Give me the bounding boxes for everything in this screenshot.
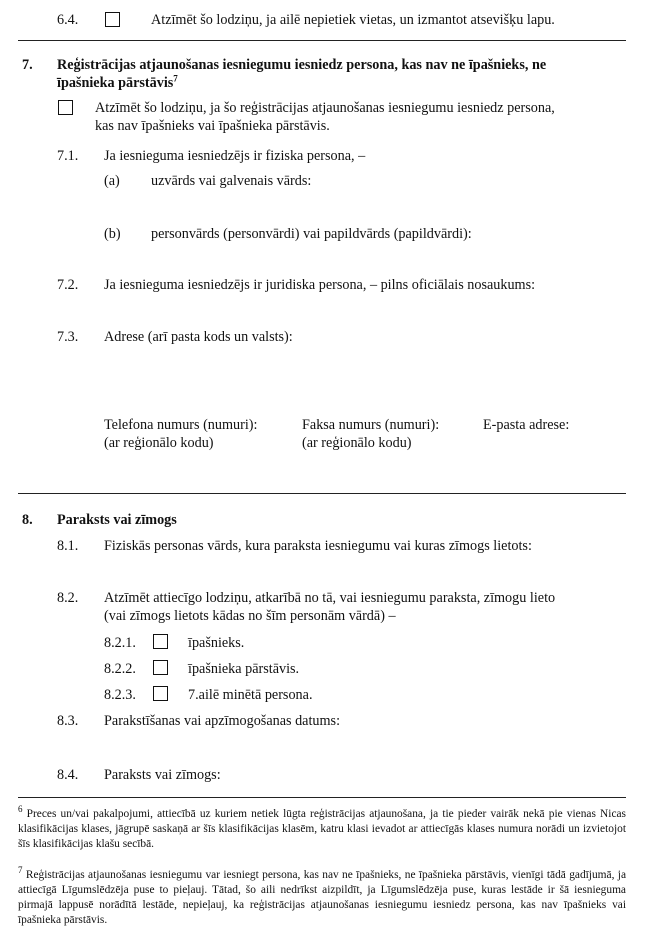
item-8-4-text: Paraksts vai zīmogs: bbox=[104, 767, 221, 783]
item-8-1-text: Fiziskās personas vārds, kura paraksta iesniegumu vai kuras zīmogs lietots: bbox=[104, 538, 532, 554]
item-7-1-text: Ja iesnieguma iesniedzējs ir fiziska persona, – bbox=[104, 148, 366, 164]
section-7-checkbox[interactable] bbox=[58, 100, 73, 115]
footnote-7-text: Reģistrācijas atjaunošanas iesniegumu var iesniegt persona, kas nav ne īpašnieks, ne īpašnieka pārstāvis, vienīgi tādā gadījumā, ja attiecīgā Līgumslēdzēja puse to pieļauj. Tātad, šo aili nedrīkst aizpildīt, ja Līgumslēdzēja puse, kuras lestāde ir šā iesnieguma pirmajā lappusē norādītā lestāde, nepieļauj, ka reģistrācijas atjaunošanas iesniegumu iesniedz persona, kas nav īpašnieks vai īpašnieka pārstāvis. bbox=[18, 869, 626, 926]
phone-label-line1: Telefona numurs (numuri): bbox=[104, 417, 258, 433]
section-8-number: 8. bbox=[22, 512, 33, 528]
option-8-2-1-checkbox[interactable] bbox=[153, 634, 168, 649]
item-7-1-b-label: (b) bbox=[104, 226, 121, 242]
footnote-6-text: Preces un/vai pakalpojumi, attiecībā uz kuriem netiek lūgta reģistrācijas atjaunošana, ja tie pieder vairāk nekā pie vienas Nicas klasifikācijas klases, jāgrupē saskaņā ar šīs klasifikācijas klasēm, katru klasi ievadot ar attiecīgās klases numura norādi un izvietojot šīs klasifikācijas klašu secībā. bbox=[18, 808, 626, 850]
item-7-3-number: 7.3. bbox=[57, 329, 79, 345]
item-8-4-number: 8.4. bbox=[57, 767, 79, 783]
option-8-2-2-number: 8.2.2. bbox=[104, 661, 136, 677]
section-7-checkbox-text-line1: Atzīmēt šo lodziņu, ja šo reģistrācijas atjaunošanas iesniegumu iesniedz persona, bbox=[95, 100, 555, 116]
item-7-2-text: Ja iesnieguma iesniedzējs ir juridiska persona, – pilns oficiālais nosaukums: bbox=[104, 277, 536, 293]
footnote-6 bbox=[18, 804, 626, 852]
section-7-heading-line2: īpašnieka pārstāvis$^7$ bbox=[57, 73, 178, 91]
item-8-2-number: 8.2. bbox=[57, 590, 79, 606]
item-7-1-a-label: (a) bbox=[104, 173, 120, 189]
phone-label-line2: (ar reģionālo kodu) bbox=[104, 435, 214, 451]
divider-6-7 bbox=[18, 40, 626, 41]
item-7-1-number: 7.1. bbox=[57, 148, 79, 164]
option-8-2-2-checkbox[interactable] bbox=[153, 660, 168, 675]
footnote-6-number: 6 bbox=[18, 804, 23, 815]
item-6-4-number: 6.4. bbox=[57, 12, 79, 28]
option-8-2-3-text: 7.ailē minētā persona. bbox=[188, 687, 313, 703]
fax-label-line2: (ar reģionālo kodu) bbox=[302, 435, 412, 451]
item-8-2-text-line2: (vai zīmogs lietots kādas no šīm personām vārdā) – bbox=[104, 608, 396, 624]
section-7-checkbox-text-line2: kas nav īpašnieks vai īpašnieka pārstāvis. bbox=[95, 118, 330, 134]
option-8-2-3-number: 8.2.3. bbox=[104, 687, 136, 703]
item-8-1-number: 8.1. bbox=[57, 538, 79, 554]
divider-7-8 bbox=[18, 493, 626, 494]
option-8-2-1-text: īpašnieks. bbox=[188, 635, 245, 651]
footnote-7 bbox=[18, 865, 626, 928]
fax-label-line1: Faksa numurs (numuri): bbox=[302, 417, 440, 433]
item-7-3-text: Adrese (arī pasta kods un valsts): bbox=[104, 329, 293, 345]
item-7-1-b-text: personvārds (personvārdi) vai papildvārds (papildvārdi): bbox=[151, 226, 472, 242]
item-6-4-text: Atzīmēt šo lodziņu, ja ailē nepietiek vietas, un izmantot atsevišķu lapu. bbox=[151, 12, 555, 28]
option-8-2-1-number: 8.2.1. bbox=[104, 635, 136, 651]
item-8-2-text-line1: Atzīmēt attiecīgo lodziņu, atkarībā no tā, vai iesniegumu paraksta, zīmogu lieto bbox=[104, 590, 556, 606]
item-6-4-checkbox[interactable] bbox=[105, 12, 120, 27]
footnote-7-number: 7 bbox=[18, 865, 23, 876]
item-7-2-number: 7.2. bbox=[57, 277, 79, 293]
option-8-2-2-text: īpašnieka pārstāvis. bbox=[188, 661, 300, 677]
section-7-heading-line1: Reģistrācijas atjaunošanas iesniegumu iesniedz persona, kas nav ne īpašnieks, ne bbox=[57, 57, 547, 73]
section-7-number: 7. bbox=[22, 57, 33, 73]
item-7-1-a-text: uzvārds vai galvenais vārds: bbox=[151, 173, 312, 189]
footnote-divider bbox=[18, 797, 626, 798]
footnote-ref-7: 7 bbox=[173, 73, 178, 84]
item-8-3-number: 8.3. bbox=[57, 713, 79, 729]
item-8-3-text: Parakstīšanas vai apzīmogošanas datums: bbox=[104, 713, 341, 729]
email-label: E-pasta adrese: bbox=[483, 417, 570, 433]
option-8-2-3-checkbox[interactable] bbox=[153, 686, 168, 701]
section-8-heading: Paraksts vai zīmogs bbox=[57, 512, 177, 528]
